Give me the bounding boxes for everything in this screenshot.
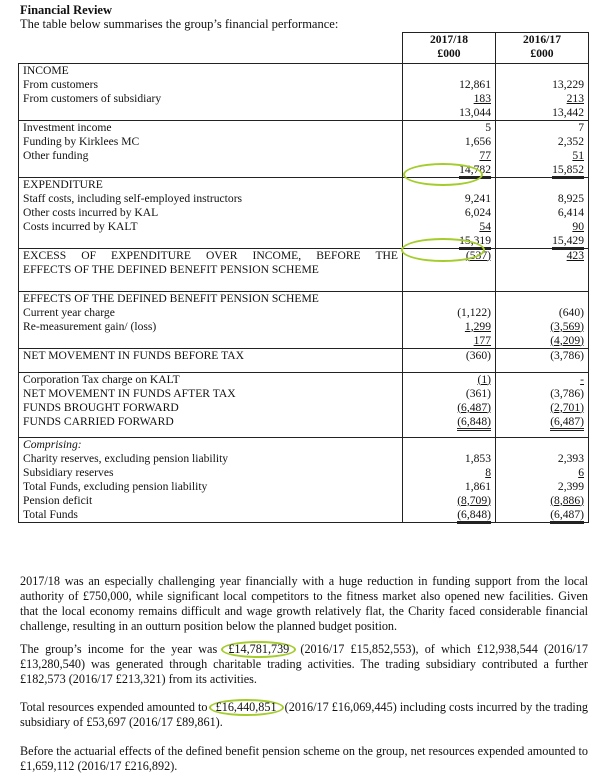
tax-funds-section: Corporation Tax charge on KALT NET MOVEMENT IN FUNDS AFTER TAX FUNDS BROUGHT FORWARD FUNDS CARRIED FORWARD (1) (361) (6,487) (6,848) - (3,786) (2,701) (6,487) <box>19 372 589 437</box>
total-expenditure-2018: 15,319 <box>459 234 491 250</box>
paragraph-actuarial: Before the actuarial effects of the defined benefit pension scheme on the group, net resources expended amounted to £1,659,112 (2016/17 £216,892). <box>20 744 588 773</box>
total-income-2018: 14,782 <box>459 163 491 179</box>
financial-table <box>18 32 589 523</box>
col-2017-header: 2017/18 £000 <box>403 33 496 64</box>
other-income-section: Investment income Funding by Kirklees MC Other funding 5 1,656 77 14,782 7 2,352 51 15,852 <box>19 120 589 177</box>
expenditure-section: EXPENDITURE Staff costs, including self-employed instructors Other costs incurred by KAL Costs incurred by KALT 9,241 6,024 54 15,319 8,925 6,414 90 15,429 <box>19 177 589 248</box>
pension-section: EFFECTS OF THE DEFINED BENEFIT PENSION SCHEME Current year charge Re-measurement gain/ (loss) (1,122) 1,299 177 (640) (3,569) (4,209) <box>19 291 589 348</box>
page-title: Financial Review <box>20 3 113 17</box>
income-section: INCOME From customers From customers of subsidiary 12,861 183 13,044 13,229 213 13,442 <box>19 63 589 120</box>
intro-text: The table below summarises the group’s financial performance: <box>20 17 339 31</box>
comprising-section: Comprising: Charity reserves, excluding pension liability Subsidiary reserves Total Funds, excluding pension liability Pension deficit Total Funds 1,853 8 1,861 (8,709) (6,848) 2,393 6 2,399 (8,886) (6,487) <box>19 437 589 522</box>
table-header-row <box>19 33 589 64</box>
expenditure-highlight: £16,440,851 <box>209 699 284 716</box>
net-before-tax-row: NET MOVEMENT IN FUNDS BEFORE TAX (360) (3,786) <box>19 348 589 372</box>
paragraph-income: The group’s income for the year was £14,781,739 (2016/17 £15,852,553), of which £12,938,544 (2016/17 £13,280,540) was generated through charitable trading activities. The trading subsidiary contributed a further £182,573 (2016/17 £213,321) from its activities. <box>20 642 588 686</box>
income-highlight: £14,781,739 <box>221 641 296 658</box>
excess-row: EXCESS OF EXPENDITURE OVER INCOME, BEFORE THE EFFECTS OF THE DEFINED BENEFIT PENSION SCHEME (537) 423 <box>19 248 589 291</box>
paragraph-expenditure: Total resources expended amounted to £16,440,851 (2016/17 £16,069,445) including costs incurred by the trading subsidiary of £53,697 (2016/17 £89,861). <box>20 700 589 729</box>
col-2016-header: 2016/17 £000 <box>496 33 589 64</box>
paragraph-challenging-year: 2017/18 was an especially challenging year financially with a huge reduction in funding support from the local authority of £750,000, while significant local competitors to the fitness market also opened new facilities. Given that the local economy remains difficult and wage growth relatively flat, the Charity faced considerable financial challenge, resulting in an outturn position below the planned budget position. <box>20 574 588 633</box>
